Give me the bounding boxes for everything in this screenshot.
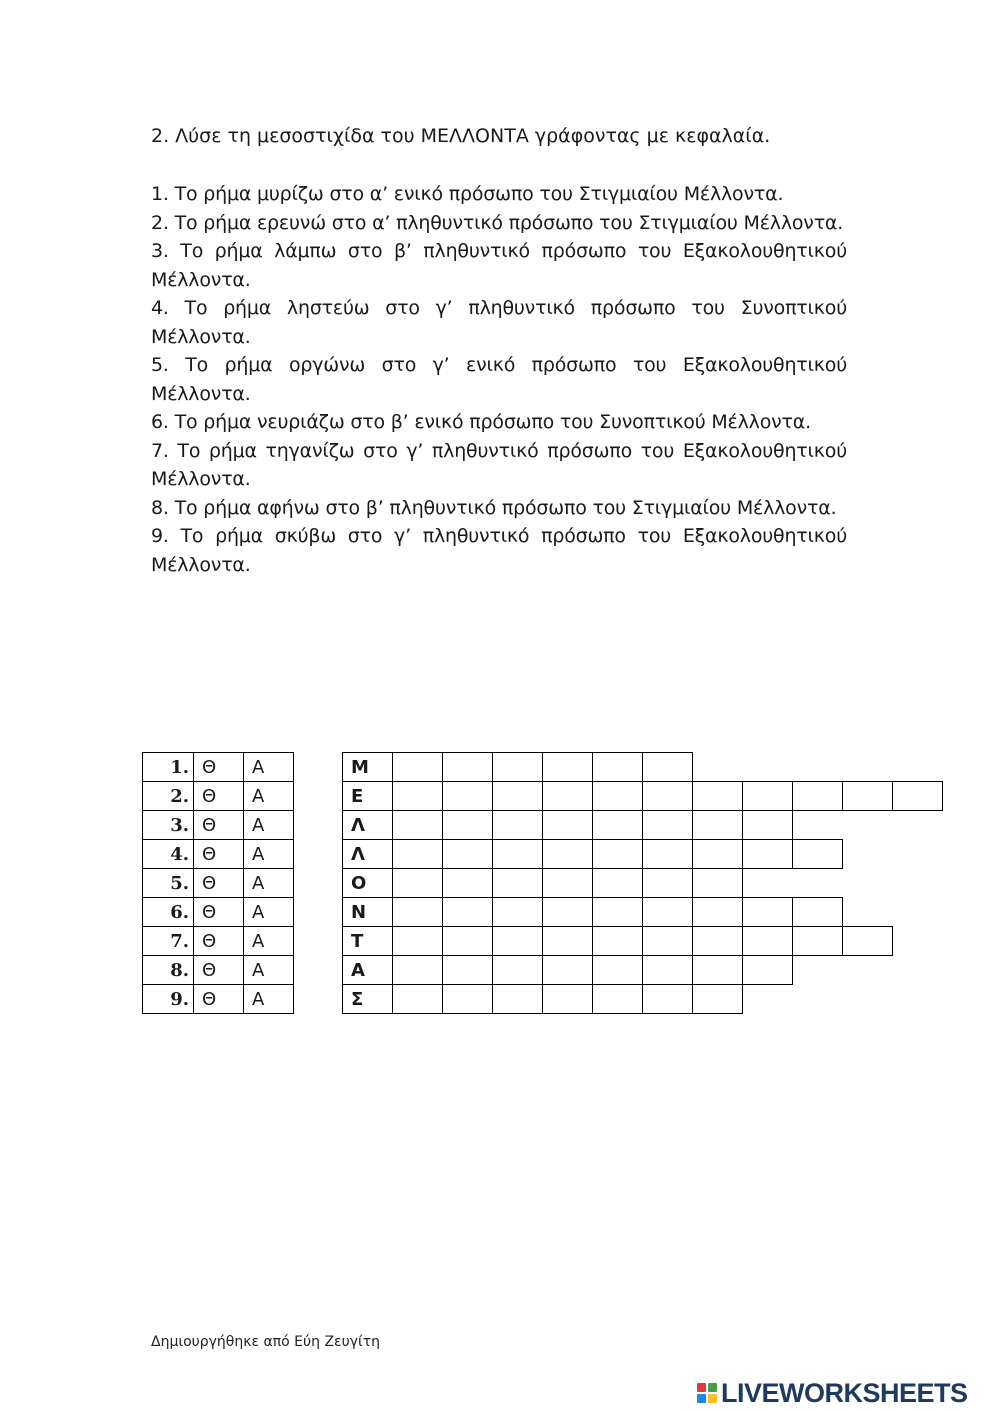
prefix-alpha: Α xyxy=(244,956,294,985)
answer-cell[interactable] xyxy=(392,839,443,869)
answer-cell[interactable] xyxy=(392,752,443,782)
answer-cell[interactable] xyxy=(692,955,743,985)
answer-cell[interactable] xyxy=(692,839,743,869)
logo-square xyxy=(708,1394,717,1403)
key-letter-cell: Λ xyxy=(342,839,393,869)
clue-item: 8. Το ρήμα αφήνω στο β’ πληθυντικό πρόσωπο του Στιγμιαίου Μέλλοντα. xyxy=(151,496,837,519)
answer-cell[interactable] xyxy=(442,897,493,927)
grid-row xyxy=(342,984,943,1014)
answer-cell[interactable] xyxy=(592,839,643,869)
answer-cell[interactable] xyxy=(542,781,593,811)
prefix-theta: Θ xyxy=(194,840,244,869)
answer-cell[interactable] xyxy=(592,868,643,898)
prefix-theta: Θ xyxy=(194,985,244,1014)
prefix-row xyxy=(143,956,294,985)
prefix-row xyxy=(143,753,294,782)
answer-cell[interactable] xyxy=(392,955,443,985)
key-letter-cell: Σ xyxy=(342,984,393,1014)
prefix-theta: Θ xyxy=(194,782,244,811)
prefix-row xyxy=(143,985,294,1014)
key-letter-cell: Ν xyxy=(342,897,393,927)
answer-cell[interactable] xyxy=(492,868,543,898)
answer-cell[interactable] xyxy=(542,897,593,927)
answer-cell[interactable] xyxy=(592,781,643,811)
grid-row xyxy=(342,926,943,956)
prefix-alpha: Α xyxy=(244,782,294,811)
answer-cell[interactable] xyxy=(692,781,743,811)
grid-row xyxy=(342,955,943,985)
grid-row xyxy=(342,897,943,927)
answer-cell[interactable] xyxy=(492,752,543,782)
grid-row xyxy=(342,868,943,898)
answer-cell[interactable] xyxy=(542,868,593,898)
answer-cell[interactable] xyxy=(542,955,593,985)
prefix-theta: Θ xyxy=(194,811,244,840)
logo-mark-icon xyxy=(697,1383,717,1403)
answer-cell[interactable] xyxy=(592,926,643,956)
prefix-alpha: Α xyxy=(244,985,294,1014)
answer-cell[interactable] xyxy=(392,781,443,811)
prefix-alpha: Α xyxy=(244,927,294,956)
answer-cell[interactable] xyxy=(492,897,543,927)
answer-cell[interactable] xyxy=(542,839,593,869)
logo-square xyxy=(697,1394,706,1403)
answer-cell[interactable] xyxy=(492,810,543,840)
answer-cell[interactable] xyxy=(742,839,793,869)
answer-cell[interactable] xyxy=(392,897,443,927)
answer-cell[interactable] xyxy=(392,810,443,840)
answer-cell[interactable] xyxy=(642,897,693,927)
answer-cell[interactable] xyxy=(742,781,793,811)
clue-item: 9. Το ρήμα σκύβω στο γ’ πληθυντικό πρόσωπο του Εξακολουθητικού Μέλλοντα. xyxy=(151,525,847,576)
answer-cell[interactable] xyxy=(742,897,793,927)
logo-text: LIVEWORKSHEETS xyxy=(721,1377,968,1408)
prefix-row xyxy=(143,811,294,840)
answer-cell[interactable] xyxy=(592,984,643,1014)
crossword-grid xyxy=(342,752,943,1014)
grid-row xyxy=(342,810,943,840)
answer-cell[interactable] xyxy=(442,810,493,840)
prefix-theta: Θ xyxy=(194,753,244,782)
answer-cell[interactable] xyxy=(842,781,893,811)
logo-square xyxy=(697,1383,706,1392)
answer-cell[interactable] xyxy=(592,810,643,840)
clue-item: 6. Το ρήμα νευριάζω στο β’ ενικό πρόσωπο του Συνοπτικού Μέλλοντα. xyxy=(151,411,811,433)
prefix-theta: Θ xyxy=(194,927,244,956)
key-letter-cell: Λ xyxy=(342,810,393,840)
author-credit: Δημιουργήθηκε από Εύη Ζευγίτη xyxy=(151,1334,381,1350)
answer-cell[interactable] xyxy=(592,955,643,985)
answer-cell[interactable] xyxy=(642,839,693,869)
answer-cell[interactable] xyxy=(492,955,543,985)
answer-cell[interactable] xyxy=(692,810,743,840)
prefix-theta: Θ xyxy=(194,898,244,927)
prefix-theta: Θ xyxy=(194,956,244,985)
answer-cell[interactable] xyxy=(792,781,843,811)
key-letter-cell: Τ xyxy=(342,926,393,956)
grid-row xyxy=(342,839,943,869)
row-number: 1. xyxy=(143,753,194,782)
clue-item: 2. Το ρήμα ερευνώ στο α’ πληθυντικό πρόσωπο του Στιγμιαίου Μέλλοντα. xyxy=(151,211,844,234)
answer-cell[interactable] xyxy=(392,868,443,898)
logo-square xyxy=(708,1383,717,1392)
prefix-theta: Θ xyxy=(194,869,244,898)
answer-cell[interactable] xyxy=(642,955,693,985)
prefix-alpha: Α xyxy=(244,753,294,782)
prefix-alpha: Α xyxy=(244,869,294,898)
answer-cell[interactable] xyxy=(742,926,793,956)
liveworksheets-logo xyxy=(697,1378,968,1408)
answer-cell[interactable] xyxy=(692,868,743,898)
answer-cell[interactable] xyxy=(542,926,593,956)
answer-cell[interactable] xyxy=(642,926,693,956)
answer-cell[interactable] xyxy=(442,839,493,869)
answer-cell[interactable] xyxy=(442,926,493,956)
key-letter-cell: Μ xyxy=(342,752,393,782)
answer-cell[interactable] xyxy=(742,810,793,840)
answer-cell[interactable] xyxy=(642,752,693,782)
answer-cell[interactable] xyxy=(442,781,493,811)
prefix-row xyxy=(143,869,294,898)
exercise-heading: 2. Λύσε τη μεσοστιχίδα του ΜΕΛΛΟΝΤΑ γράφοντας με κεφαλαία. xyxy=(151,125,771,147)
prefix-alpha: Α xyxy=(244,811,294,840)
answer-cell[interactable] xyxy=(542,984,593,1014)
key-letter-cell: Ο xyxy=(342,868,393,898)
clue-list xyxy=(151,180,847,579)
answer-cell[interactable] xyxy=(492,984,543,1014)
answer-cell[interactable] xyxy=(642,781,693,811)
prefix-table xyxy=(142,752,294,1014)
answer-cell[interactable] xyxy=(892,781,943,811)
clue-item: 3. Το ρήμα λάμπω στο β’ πληθυντικό πρόσωπο του Εξακολουθητικού Μέλλοντα. xyxy=(151,240,847,291)
answer-cell[interactable] xyxy=(642,868,693,898)
answer-cell[interactable] xyxy=(692,897,743,927)
row-number: 9. xyxy=(143,985,194,1014)
answer-cell[interactable] xyxy=(442,984,493,1014)
answer-cell[interactable] xyxy=(492,839,543,869)
answer-cell[interactable] xyxy=(792,897,843,927)
prefix-alpha: Α xyxy=(244,898,294,927)
clue-item: 5. Το ρήμα οργώνω στο γ’ ενικό πρόσωπο του Εξακολουθητικού Μέλλοντα. xyxy=(151,354,847,405)
prefix-row xyxy=(143,898,294,927)
row-number: 5. xyxy=(143,869,194,898)
answer-cell[interactable] xyxy=(792,839,843,869)
clue-item: 1. Το ρήμα μυρίζω στο α’ ενικό πρόσωπο του Στιγμιαίου Μέλλοντα. xyxy=(151,183,784,205)
row-number: 8. xyxy=(143,956,194,985)
clue-item: 4. Το ρήμα ληστεύω στο γ’ πληθυντικό πρόσωπο του Συνοπτικού Μέλλοντα. xyxy=(151,297,847,348)
answer-cell[interactable] xyxy=(642,984,693,1014)
grid-row xyxy=(342,752,943,782)
answer-cell[interactable] xyxy=(442,752,493,782)
answer-cell[interactable] xyxy=(692,926,743,956)
clue-item: 7. Το ρήμα τηγανίζω στο γ’ πληθυντικό πρόσωπο του Εξακολουθητικού Μέλλοντα. xyxy=(151,439,847,490)
answer-cell[interactable] xyxy=(442,868,493,898)
row-number: 3. xyxy=(143,811,194,840)
answer-cell[interactable] xyxy=(492,926,543,956)
prefix-alpha: Α xyxy=(244,840,294,869)
grid-row xyxy=(342,781,943,811)
answer-cell[interactable] xyxy=(392,926,443,956)
key-letter-cell: Ε xyxy=(342,781,393,811)
answer-cell[interactable] xyxy=(592,897,643,927)
answer-cell[interactable] xyxy=(542,810,593,840)
answer-cell[interactable] xyxy=(492,781,543,811)
row-number: 4. xyxy=(143,840,194,869)
answer-cell[interactable] xyxy=(592,752,643,782)
answer-cell[interactable] xyxy=(792,926,843,956)
answer-cell[interactable] xyxy=(842,926,893,956)
answer-cell[interactable] xyxy=(742,955,793,985)
prefix-row xyxy=(143,782,294,811)
prefix-row xyxy=(143,840,294,869)
answer-cell[interactable] xyxy=(542,752,593,782)
key-letter-cell: Α xyxy=(342,955,393,985)
answer-cell[interactable] xyxy=(692,984,743,1014)
answer-cell[interactable] xyxy=(642,810,693,840)
answer-cell[interactable] xyxy=(442,955,493,985)
answer-cell[interactable] xyxy=(392,984,443,1014)
prefix-row xyxy=(143,927,294,956)
row-number: 7. xyxy=(143,927,194,956)
row-number: 2. xyxy=(143,782,194,811)
row-number: 6. xyxy=(143,898,194,927)
